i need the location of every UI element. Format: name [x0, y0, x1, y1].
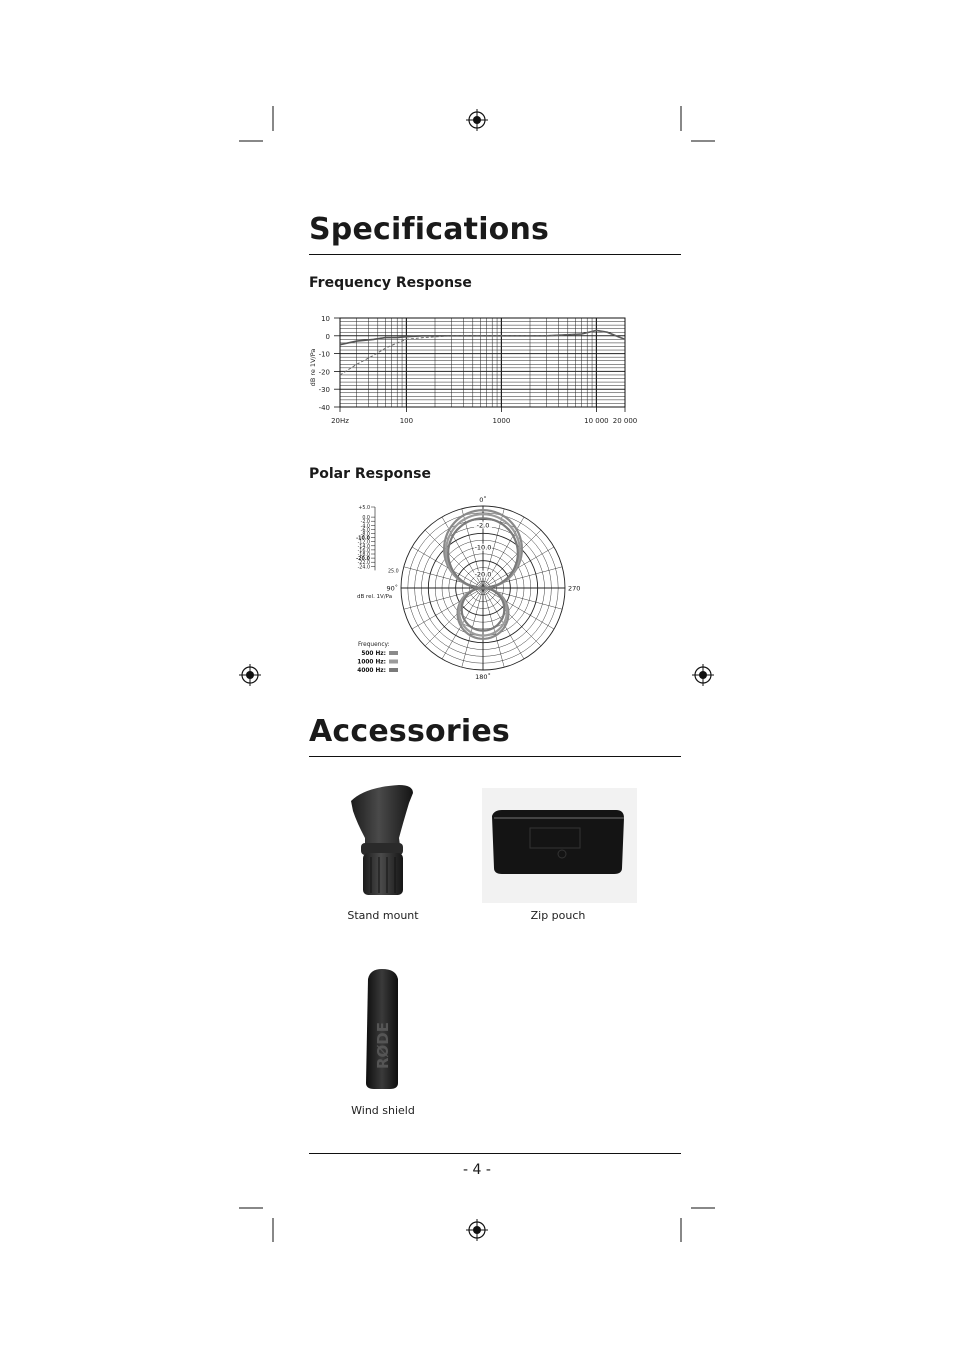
polar-angle-label: 180˚ — [475, 673, 491, 680]
polar-scale-label: 0.0 — [362, 516, 370, 522]
polar-legend-swatch — [389, 668, 398, 672]
y-tick-label: -40 — [318, 404, 330, 412]
windshield-logo: RØDE — [374, 1022, 392, 1069]
polar-scale-label: -22.0 — [357, 561, 370, 567]
x-tick-label: 10 000 — [584, 417, 609, 425]
polar-scale-label: -12.0 — [357, 540, 370, 546]
wind-shield-caption: Wind shield — [351, 1104, 415, 1117]
specifications-title: Specifications — [309, 212, 550, 247]
polar-angle-label: 90˚ — [386, 584, 398, 593]
polar-scale-label: -16.0 — [357, 548, 370, 554]
x-tick-label: 20Hz — [331, 417, 349, 425]
polar-legend-label: 4000 Hz: — [357, 668, 386, 674]
polar-spoke — [483, 588, 554, 629]
polar-scale-label: -14.0 — [357, 544, 370, 550]
polar-scale-label: -10.0 — [356, 536, 370, 542]
registration-mark-icon — [692, 664, 714, 686]
polar-ring-label: -10.0 — [474, 543, 492, 552]
accessories-title: Accessories — [309, 714, 510, 749]
polar-legend-swatch — [389, 651, 398, 655]
polar-spoke — [412, 588, 483, 629]
registration-mark-icon — [466, 109, 488, 131]
registration-mark-icon — [239, 664, 261, 686]
frequency-series-line — [340, 331, 625, 376]
x-tick-label: 1000 — [492, 417, 511, 425]
zip-pouch-caption: Zip pouch — [530, 909, 586, 922]
polar-unit-label: dB rel. 1V/Pa — [357, 594, 393, 600]
polar-response-chart — [350, 495, 580, 680]
y-axis-label: dB re 1V/Pa — [309, 348, 317, 387]
polar-scale-label: -20.0 — [356, 557, 370, 563]
polar-response-heading: Polar Response — [309, 466, 431, 482]
y-tick-label: -20 — [318, 368, 330, 377]
wind-shield-image — [360, 967, 408, 1092]
polar-legend-title: Frequency: — [358, 642, 390, 648]
polar-spoke — [425, 530, 483, 588]
polar-spoke — [483, 530, 541, 588]
frequency-series-line — [340, 331, 625, 345]
frequency-response-chart — [305, 310, 645, 430]
polar-scale-label: -24.0 — [357, 565, 370, 571]
polar-scale-label: 25.0 — [388, 569, 399, 575]
frequency-grid — [340, 318, 625, 407]
plot-frame — [340, 318, 625, 407]
x-tick-label: 100 — [399, 417, 414, 425]
specifications-rule — [309, 254, 681, 255]
polar-scale-label: -2.0 — [360, 520, 370, 526]
stand-mount-caption: Stand mount — [347, 909, 419, 922]
y-tick-label: 10 — [321, 315, 330, 323]
y-tick-label: 0 — [325, 332, 330, 341]
polar-scale-label: +5.0 — [358, 506, 370, 511]
polar-ring-label: -20.0 — [474, 570, 492, 579]
y-tick-label: -10 — [318, 350, 330, 359]
polar-scale-label: -8.0 — [360, 532, 370, 538]
polar-scale-label: -6.0 — [360, 528, 370, 534]
registration-mark-icon — [466, 1219, 488, 1241]
zip-pouch-image — [482, 788, 637, 903]
page-number: - 4 - — [463, 1162, 491, 1178]
polar-scale-label: -4.0 — [360, 524, 370, 530]
frequency-response-heading: Frequency Response — [309, 275, 472, 291]
accessories-rule — [309, 756, 681, 757]
y-tick-label: -30 — [318, 386, 330, 395]
footer-rule — [309, 1153, 681, 1154]
polar-scale-label: -18.0 — [357, 553, 370, 558]
polar-legend-label: 500 Hz: — [361, 651, 386, 657]
polar-angle-label: 270 — [568, 584, 580, 593]
stand-mount-image — [343, 783, 423, 898]
polar-legend-swatch — [389, 660, 398, 664]
polar-angle-label: 0˚ — [479, 496, 487, 504]
polar-legend-label: 1000 Hz: — [357, 659, 386, 666]
polar-ring-label: -2.0 — [476, 521, 490, 530]
x-tick-label: 20 000 — [612, 417, 638, 425]
